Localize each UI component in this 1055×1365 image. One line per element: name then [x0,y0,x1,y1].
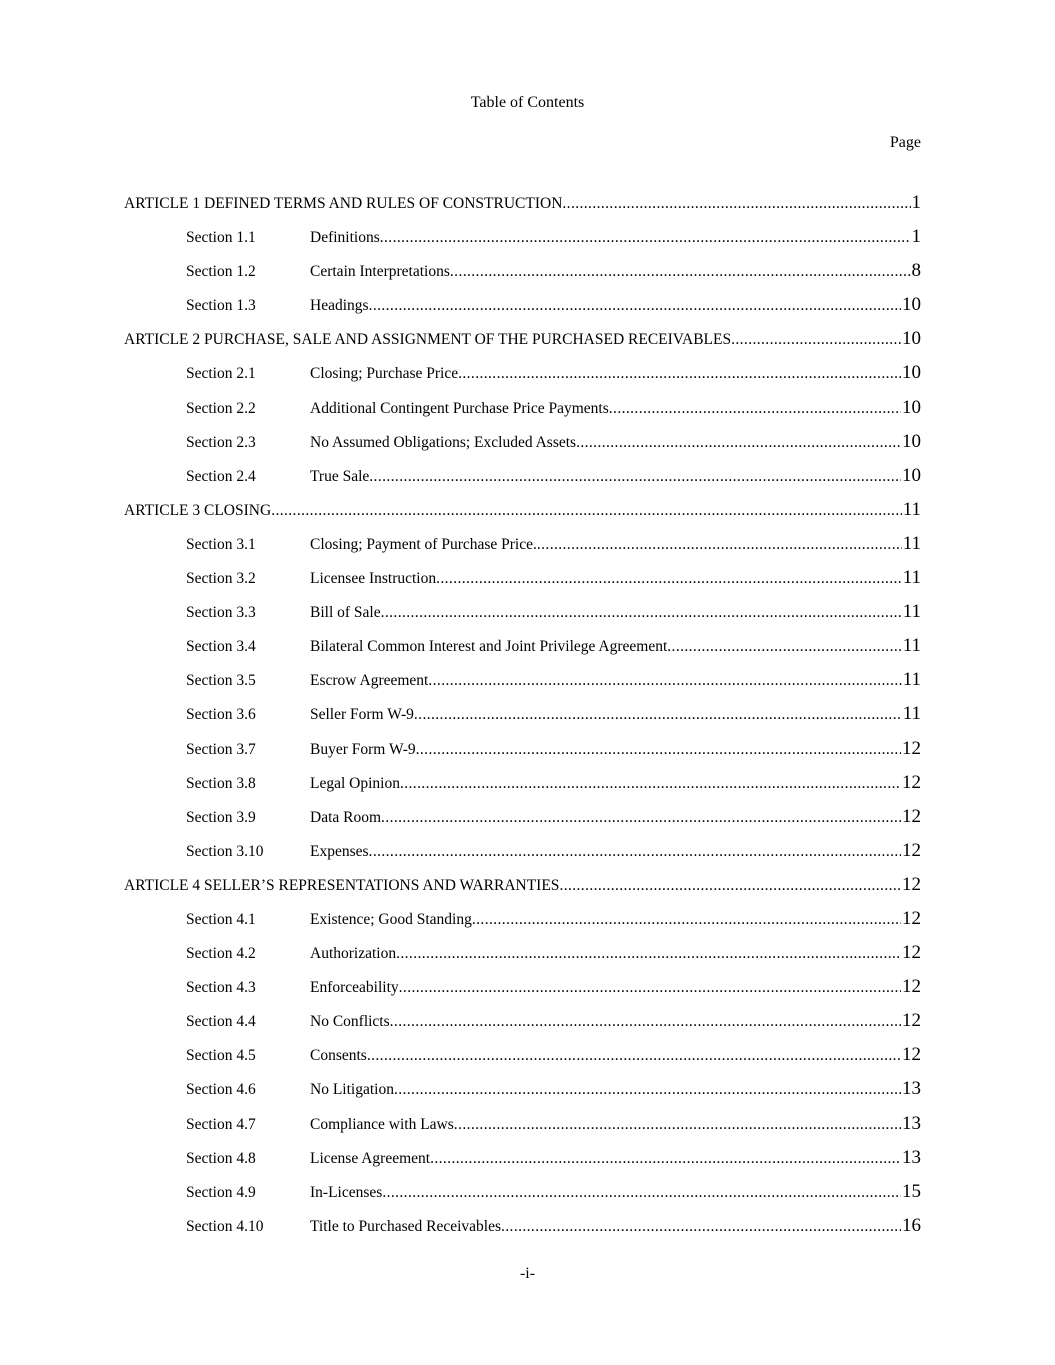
toc-section-entry [124,906,921,940]
section-number: Section 3.2 [186,570,256,588]
section-number: Section 4.7 [186,1115,256,1133]
section-title: Legal Opinion [310,774,400,792]
section-number: Section 1.2 [186,263,256,281]
page-number: 11 [902,703,921,725]
section-title: No Litigation [310,1081,394,1099]
section-title: Seller Form W-9 [310,706,414,724]
dot-leader [382,1180,901,1206]
page-number: 11 [902,669,921,691]
dot-leader [381,600,902,626]
toc-article-entry [124,190,921,224]
section-number: Section 4.10 [186,1217,264,1235]
section-title: Definitions [310,229,380,247]
dot-leader [367,1043,901,1069]
toc-section-entry [124,1042,921,1076]
dot-leader [501,1214,901,1240]
section-number: Section 4.3 [186,979,256,997]
toc-section-entry [124,1213,921,1247]
dot-leader [381,805,901,831]
section-title: Additional Contingent Purchase Price Payments [310,399,609,417]
dot-leader [609,396,901,422]
toc-article-entry [124,326,921,360]
toc-section-entry [124,292,921,326]
toc-section-entry [124,1076,921,1110]
dot-leader [472,907,901,933]
section-number: Section 4.4 [186,1013,256,1031]
section-number: Section 3.7 [186,740,256,758]
page-number: 10 [902,396,921,418]
section-number: Section 4.1 [186,910,256,928]
toc-section-entry [124,804,921,838]
page-number: 10 [902,362,921,384]
page-number: 11 [902,567,921,589]
page-number: 12 [902,839,921,861]
toc-section-entry [124,395,921,429]
page-number: 13 [902,1078,921,1100]
page-number: 12 [902,907,921,929]
toc-section-entry [124,1111,921,1145]
page-number: 8 [911,260,921,282]
dot-leader [731,327,901,353]
dot-leader [436,566,902,592]
dot-leader [400,771,901,797]
page-number: 13 [902,1146,921,1168]
dot-leader [396,941,901,967]
page-number: 11 [902,498,921,520]
toc-section-entry [124,1179,921,1213]
toc-section-entry [124,940,921,974]
dot-leader [414,702,902,728]
section-number: Section 3.9 [186,808,256,826]
dot-leader [576,430,901,456]
dot-leader [559,873,901,899]
section-title: Headings [310,297,369,315]
section-number: Section 4.9 [186,1183,256,1201]
section-title: Licensee Instruction [310,570,437,588]
toc-section-entry [124,224,921,258]
section-number: Section 3.1 [186,535,256,553]
toc-section-entry [124,633,921,667]
section-title: No Assumed Obligations; Excluded Assets [310,433,577,451]
toc-title: Table of Contents [470,94,585,111]
section-number: Section 2.2 [186,399,256,417]
page-number: 12 [902,1010,921,1032]
toc-section-entry [124,974,921,1008]
section-title: In-Licenses [310,1183,383,1201]
dot-leader [369,464,901,490]
page-number: 10 [902,464,921,486]
section-title: Expenses [310,842,369,860]
page-number: 15 [902,1180,921,1202]
dot-leader [562,191,910,217]
page-number: 11 [902,532,921,554]
section-number: Section 2.1 [186,365,256,383]
page-number: 1 [911,226,921,248]
section-number: Section 1.3 [186,297,256,315]
page-number: 16 [902,1214,921,1236]
section-title: Bill of Sale [310,604,381,622]
dot-leader [271,498,902,524]
toc-article-entry [124,497,921,531]
article-title: ARTICLE 3 CLOSING [124,501,272,519]
section-number: Section 2.3 [186,433,256,451]
dot-leader [369,293,901,319]
article-title: ARTICLE 2 PURCHASE, SALE AND ASSIGNMENT OF THE PURCHASED RECEIVABLES [124,331,732,349]
page-footer-number: -i- [519,1265,536,1282]
toc-section-entry [124,463,921,497]
section-title: Existence; Good Standing [310,910,472,928]
page-number: 1 [911,192,921,213]
section-title: True Sale [310,467,370,485]
toc-section-entry [124,565,921,599]
section-title: Bilateral Common Interest and Joint Privilege Agreement [310,638,668,656]
toc-section-entry [124,429,921,463]
section-number: Section 3.4 [186,638,256,656]
section-number: Section 4.5 [186,1047,256,1065]
section-number: Section 3.5 [186,672,256,690]
dot-leader [537,532,902,558]
page-number: 12 [902,771,921,793]
article-title: ARTICLE 4 SELLER’S REPRESENTATIONS AND WARRANTIES [124,876,560,894]
toc-section-entry [124,736,921,770]
page-number: 11 [902,635,921,657]
section-title: Buyer Form W-9 [310,740,416,758]
page-number: 12 [902,737,921,759]
section-title: Closing; Purchase Price [310,365,459,383]
toc-section-entry [124,1008,921,1042]
section-title: Compliance with Laws [310,1115,454,1133]
dot-leader [369,839,901,865]
page-number: 12 [902,976,921,998]
page-number: 10 [902,430,921,452]
section-number: Section 4.2 [186,945,256,963]
dot-leader [394,1077,901,1103]
section-number: Section 1.1 [186,229,256,247]
section-title: Escrow Agreement [310,672,429,690]
section-title: Title to Purchased Receivables [310,1217,501,1235]
dot-leader [380,225,911,251]
toc-section-entry [124,1145,921,1179]
page-number: 13 [902,1112,921,1134]
page-number: 10 [902,328,921,350]
page-column-label: Page [889,134,921,151]
section-title: License Agreement [310,1149,431,1167]
section-title: Certain Interpretations [310,263,450,281]
section-number: Section 4.6 [186,1081,256,1099]
toc-section-entry [124,770,921,804]
toc-section-entry [124,531,921,565]
dot-leader [399,975,901,1001]
section-number: Section 3.6 [186,706,256,724]
dot-leader [416,737,901,763]
table-of-contents [124,190,921,1247]
dot-leader [450,259,911,285]
toc-section-entry [124,258,921,292]
toc-article-entry [124,872,921,906]
dot-leader [428,668,901,694]
page-number: 10 [902,294,921,316]
section-number: Section 4.8 [186,1149,256,1167]
section-number: Section 3.3 [186,604,256,622]
section-number: Section 3.8 [186,774,256,792]
section-number: Section 2.4 [186,467,256,485]
toc-section-entry [124,701,921,735]
section-title: Authorization [310,945,397,963]
toc-section-entry [124,838,921,872]
page-number: 12 [902,805,921,827]
article-title: ARTICLE 1 DEFINED TERMS AND RULES OF CONSTRUCTION [124,195,563,212]
dot-leader [390,1009,901,1035]
dot-leader [454,1112,901,1138]
section-title: No Conflicts [310,1013,390,1031]
section-title: Consents [310,1047,367,1065]
dot-leader [458,361,901,387]
dot-leader [430,1146,901,1172]
section-number: Section 3.10 [186,842,264,860]
dot-leader [667,634,901,660]
page-number: 12 [902,942,921,964]
toc-section-entry [124,599,921,633]
page-number: 12 [902,1044,921,1066]
toc-section-entry [124,360,921,394]
page-number: 12 [902,873,921,895]
section-title: Data Room [310,808,382,826]
toc-section-entry [124,667,921,701]
section-title: Enforceability [310,979,399,997]
section-title: Closing; Payment of Purchase Price. [310,535,537,553]
page-number: 11 [902,601,921,623]
